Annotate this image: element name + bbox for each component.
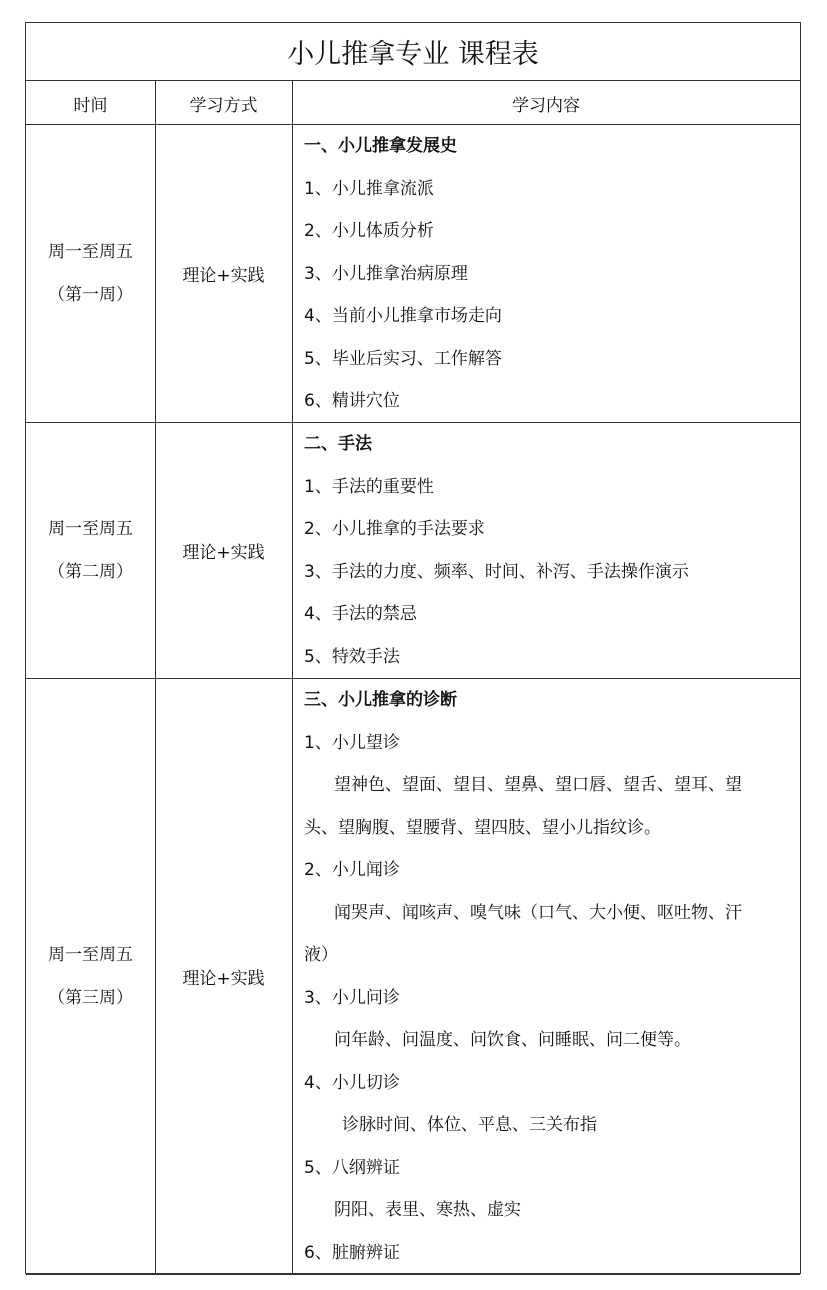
time-range: 周一至周五 [48,241,133,262]
list-item: 2、小儿体质分析 [304,221,434,241]
week-label: （第一周） [48,284,133,305]
list-item: 6、精讲穴位 [304,391,400,411]
header-row [26,81,800,125]
list-item: 4、小儿切诊 [304,1072,400,1093]
list-item: 4、当前小儿推拿市场走向 [304,306,502,326]
detail-text: 望神色、望面、望目、望鼻、望口唇、望舌、望耳、望 [334,775,742,795]
course-schedule-table [25,22,801,1274]
section-heading: 二、手法 [304,434,372,454]
table-title: 小儿推拿专业 课程表 [26,23,800,81]
column-divider [292,81,293,1273]
list-item: 1、小儿推拿流派 [304,178,434,199]
time-cell [26,125,155,422]
table-row-week-2 [26,423,800,679]
time-cell [26,423,155,678]
detail-text: 阴阳、表里、寒热、虚实 [334,1200,521,1220]
section-heading: 一、小儿推拿发展史 [304,136,457,156]
list-item: 2、小儿闻诊 [304,860,400,880]
time-range: 周一至周五 [48,944,133,965]
detail-text: 头、望胸腹、望腰背、望四肢、望小儿指纹诊。 [304,817,661,838]
mode-cell: 理论+实践 [182,543,265,563]
detail-text: 闻哭声、闻咳声、嗅气味（口气、大小便、呕吐物、汗 [334,902,742,923]
table-row-week-3 [26,679,800,1275]
list-item: 5、八纲辨证 [304,1157,400,1178]
header-time: 时间 [73,95,108,116]
list-item: 1、手法的重要性 [304,476,434,497]
table-row-week-1 [26,125,800,423]
mode-cell: 理论+实践 [182,266,265,286]
list-item: 3、小儿推拿治病原理 [304,263,468,284]
week-label: （第二周） [48,561,133,582]
list-item: 5、毕业后实习、工作解答 [304,348,502,369]
mode-cell: 理论+实践 [182,969,265,989]
content-cell [292,423,800,678]
content-cell [292,125,800,423]
list-item: 5、特效手法 [304,646,400,667]
column-divider [155,81,156,1273]
detail-text: 液） [304,945,338,965]
content-cell [292,679,800,1274]
week-label: （第三周） [48,987,133,1008]
detail-text: 问年龄、问温度、问饮食、问睡眠、问二便等。 [334,1030,691,1050]
section-heading: 三、小儿推拿的诊断 [304,690,457,710]
detail-text: 诊脉时间、体位、平息、三关布指 [342,1115,597,1135]
time-cell [26,679,155,1274]
time-range: 周一至周五 [48,518,133,539]
list-item: 1、小儿望诊 [304,732,400,753]
list-item: 2、小儿推拿的手法要求 [304,519,485,539]
list-item: 3、手法的力度、频率、时间、补泻、手法操作演示 [304,561,689,582]
header-content: 学习内容 [512,95,580,116]
list-item: 6、脏腑辨证 [304,1242,400,1263]
header-mode: 学习方式 [189,95,258,116]
list-item: 4、手法的禁忌 [304,604,417,624]
list-item: 3、小儿问诊 [304,987,400,1008]
